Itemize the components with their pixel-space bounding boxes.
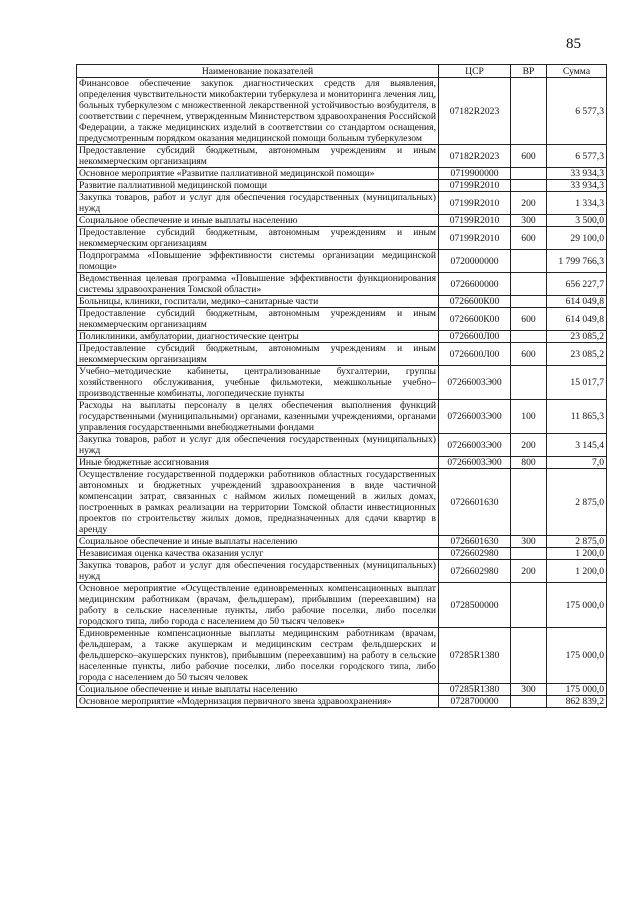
header-sum: Сумма (547, 65, 607, 78)
cell-csr: 07285R1380 (439, 684, 511, 696)
cell-name: Иные бюджетные ассигнования (77, 457, 439, 469)
cell-csr: 0728700000 (439, 696, 511, 708)
cell-sum: 15 017,7 (547, 366, 607, 400)
cell-vr (511, 296, 547, 308)
table-row (77, 227, 607, 250)
cell-csr: 07285R1380 (439, 628, 511, 684)
cell-csr: 07182R2023 (439, 78, 511, 145)
cell-sum: 1 799 766,3 (547, 250, 607, 273)
cell-name: Единовременные компенсационные выплаты медицинским работникам (врачам, фельдшерам, а также акушеркам и медицинским сестрам фельдшерских и фельдшерско–акушерских пунктов), прибывшим (переехавшим) на работу в сельские населенные пункты, либо рабочие поселки, либо поселки городского типа, либо города с населением до 50 тысяч человек (77, 628, 439, 684)
cell-sum: 11 865,3 (547, 400, 607, 434)
cell-sum: 7,0 (547, 457, 607, 469)
cell-name: Предоставление субсидий бюджетным, автономным учреждениям и иным некоммерческим организациям (77, 308, 439, 331)
cell-sum: 6 577,3 (547, 145, 607, 168)
cell-name: Финансовое обеспечение закупок диагностических средств для выявления, определения чувствительности микобактерии туберкулеза и мониторинга лечения лиц, больных туберкулезом с множественной лекарственной устойчивостью возбудителя, в соответствии с перечнем, утвержденным Министерством здравоохранения Российской Федерации, а также медицинских изделий в соответствии со стандартом оснащения, предусмотренным порядком оказания медицинской помощи больным туберкулезом (77, 78, 439, 145)
cell-vr (511, 583, 547, 628)
header-vr: ВР (511, 65, 547, 78)
cell-name: Закупка товаров, работ и услуг для обеспечения государственных (муниципальных) нужд (77, 192, 439, 215)
cell-vr: 600 (511, 227, 547, 250)
table-row (77, 145, 607, 168)
cell-csr: 07199R2010 (439, 180, 511, 192)
table-row (77, 400, 607, 434)
cell-name: Развитие паллиативной медицинской помощи (77, 180, 439, 192)
cell-csr: 0728500000 (439, 583, 511, 628)
cell-csr: 07199R2010 (439, 192, 511, 215)
table-row (77, 434, 607, 457)
table-row (77, 684, 607, 696)
cell-vr (511, 78, 547, 145)
cell-sum: 1 200,0 (547, 560, 607, 583)
cell-name: Основное мероприятие «Развитие паллиативной медицинской помощи» (77, 168, 439, 180)
cell-name: Социальное обеспечение и иные выплаты населению (77, 684, 439, 696)
cell-csr: 0726601630 (439, 536, 511, 548)
cell-vr (511, 469, 547, 536)
cell-sum: 2 875,0 (547, 536, 607, 548)
cell-sum: 23 085,2 (547, 331, 607, 343)
table-row (77, 343, 607, 366)
cell-csr: 07266003Э00 (439, 457, 511, 469)
cell-sum: 33 934,3 (547, 180, 607, 192)
cell-sum: 29 100,0 (547, 227, 607, 250)
cell-name: Независимая оценка качества оказания услуг (77, 548, 439, 560)
cell-name: Ведомственная целевая программа «Повышение эффективности функционирования системы здравоохранения Томской области» (77, 273, 439, 296)
cell-vr: 200 (511, 192, 547, 215)
cell-sum: 3 145,4 (547, 434, 607, 457)
cell-vr (511, 331, 547, 343)
cell-sum: 614 049,8 (547, 296, 607, 308)
table-row (77, 331, 607, 343)
cell-vr: 100 (511, 400, 547, 434)
table-row (77, 560, 607, 583)
cell-vr (511, 180, 547, 192)
cell-name: Основное мероприятие «Модернизация первичного звена здравоохранения» (77, 696, 439, 708)
cell-sum: 1 200,0 (547, 548, 607, 560)
cell-vr (511, 273, 547, 296)
cell-name: Поликлиники, амбулатории, диагностические центры (77, 331, 439, 343)
cell-sum: 175 000,0 (547, 583, 607, 628)
cell-name: Предоставление субсидий бюджетным, автономным учреждениям и иным некоммерческим организациям (77, 227, 439, 250)
table-row (77, 215, 607, 227)
table-row (77, 180, 607, 192)
cell-csr: 0719900000 (439, 168, 511, 180)
table-row (77, 536, 607, 548)
cell-vr: 200 (511, 560, 547, 583)
table-row (77, 583, 607, 628)
cell-name: Основное мероприятие «Осуществление единовременных компенсационных выплат медицинским работникам (врачам, фельдшерам), прибывшим (переехавшим) на работу в сельские населенные пункты, либо рабочие поселки, либо поселки городского типа, либо города с населением до 50 тысяч человек» (77, 583, 439, 628)
cell-csr: 0720000000 (439, 250, 511, 273)
cell-vr (511, 168, 547, 180)
cell-sum: 175 000,0 (547, 628, 607, 684)
table-row (77, 628, 607, 684)
page-number: 85 (566, 36, 581, 52)
cell-sum: 1 334,3 (547, 192, 607, 215)
cell-sum: 33 934,3 (547, 168, 607, 180)
table-row (77, 366, 607, 400)
cell-name: Расходы на выплаты персоналу в целях обеспечения выполнения функций государственными (муниципальными) органами, казенными учреждениями, органами управления государственными внебюджетными фондами (77, 400, 439, 434)
cell-csr: 0726600000 (439, 273, 511, 296)
table-row (77, 308, 607, 331)
cell-name: Подпрограмма «Повышение эффективности системы организации медицинской помощи» (77, 250, 439, 273)
cell-sum: 2 875,0 (547, 469, 607, 536)
cell-sum: 6 577,3 (547, 78, 607, 145)
cell-vr: 200 (511, 434, 547, 457)
cell-vr: 300 (511, 536, 547, 548)
cell-name: Больницы, клиники, госпитали, медико–санитарные части (77, 296, 439, 308)
cell-csr: 0726602980 (439, 548, 511, 560)
cell-sum: 175 000,0 (547, 684, 607, 696)
table-row (77, 192, 607, 215)
cell-csr: 07266003Э00 (439, 400, 511, 434)
cell-csr: 07199R2010 (439, 215, 511, 227)
table-row (77, 296, 607, 308)
table-row (77, 696, 607, 708)
table-row (77, 469, 607, 536)
table-row (77, 168, 607, 180)
table-row (77, 548, 607, 560)
cell-vr: 600 (511, 308, 547, 331)
cell-sum: 862 839,2 (547, 696, 607, 708)
cell-csr: 07182R2023 (439, 145, 511, 168)
table-header-row (77, 65, 607, 78)
cell-vr (511, 548, 547, 560)
cell-vr (511, 250, 547, 273)
table-row (77, 250, 607, 273)
cell-name: Социальное обеспечение и иные выплаты населению (77, 536, 439, 548)
cell-csr: 07199R2010 (439, 227, 511, 250)
cell-csr: 0726600К00 (439, 296, 511, 308)
table-row (77, 457, 607, 469)
cell-sum: 656 227,7 (547, 273, 607, 296)
cell-name: Учебно–методические кабинеты, централизованные бухгалтерии, группы хозяйственного обслуживания, учебные фильмотеки, межшкольные учебно–производственные комбинаты, логопедические пункты (77, 366, 439, 400)
cell-name: Осуществление государственной поддержки работников областных государственных автономных и бюджетных учреждений здравоохранения в виде частичной компенсации затрат, связанных с наймом жилых помещений в жилых домах, построенных в рамках реализации на территории Томской области инвестиционных проектов по строительству жилых домов, предназначенных для сдачи квартир в аренду (77, 469, 439, 536)
cell-csr: 0726600К00 (439, 308, 511, 331)
table-row (77, 273, 607, 296)
cell-csr: 0726602980 (439, 560, 511, 583)
cell-vr: 300 (511, 215, 547, 227)
cell-csr: 07266003Э00 (439, 434, 511, 457)
cell-vr (511, 696, 547, 708)
cell-csr: 07266003Э00 (439, 366, 511, 400)
cell-name: Предоставление субсидий бюджетным, автономным учреждениям и иным некоммерческим организациям (77, 145, 439, 168)
budget-table (76, 64, 607, 708)
cell-name: Предоставление субсидий бюджетным, автономным учреждениям и иным некоммерческим организациям (77, 343, 439, 366)
cell-csr: 0726600Л00 (439, 331, 511, 343)
cell-vr: 600 (511, 343, 547, 366)
cell-name: Социальное обеспечение и иные выплаты населению (77, 215, 439, 227)
cell-sum: 614 049,8 (547, 308, 607, 331)
cell-name: Закупка товаров, работ и услуг для обеспечения государственных (муниципальных) нужд (77, 560, 439, 583)
cell-vr: 600 (511, 145, 547, 168)
cell-vr (511, 628, 547, 684)
cell-vr: 300 (511, 684, 547, 696)
header-name: Наименование показателей (77, 65, 439, 78)
cell-vr: 800 (511, 457, 547, 469)
header-csr: ЦСР (439, 65, 511, 78)
cell-sum: 3 500,0 (547, 215, 607, 227)
cell-name: Закупка товаров, работ и услуг для обеспечения государственных (муниципальных) нужд (77, 434, 439, 457)
cell-vr (511, 366, 547, 400)
cell-sum: 23 085,2 (547, 343, 607, 366)
cell-csr: 0726601630 (439, 469, 511, 536)
table-row (77, 78, 607, 145)
cell-csr: 0726600Л00 (439, 343, 511, 366)
